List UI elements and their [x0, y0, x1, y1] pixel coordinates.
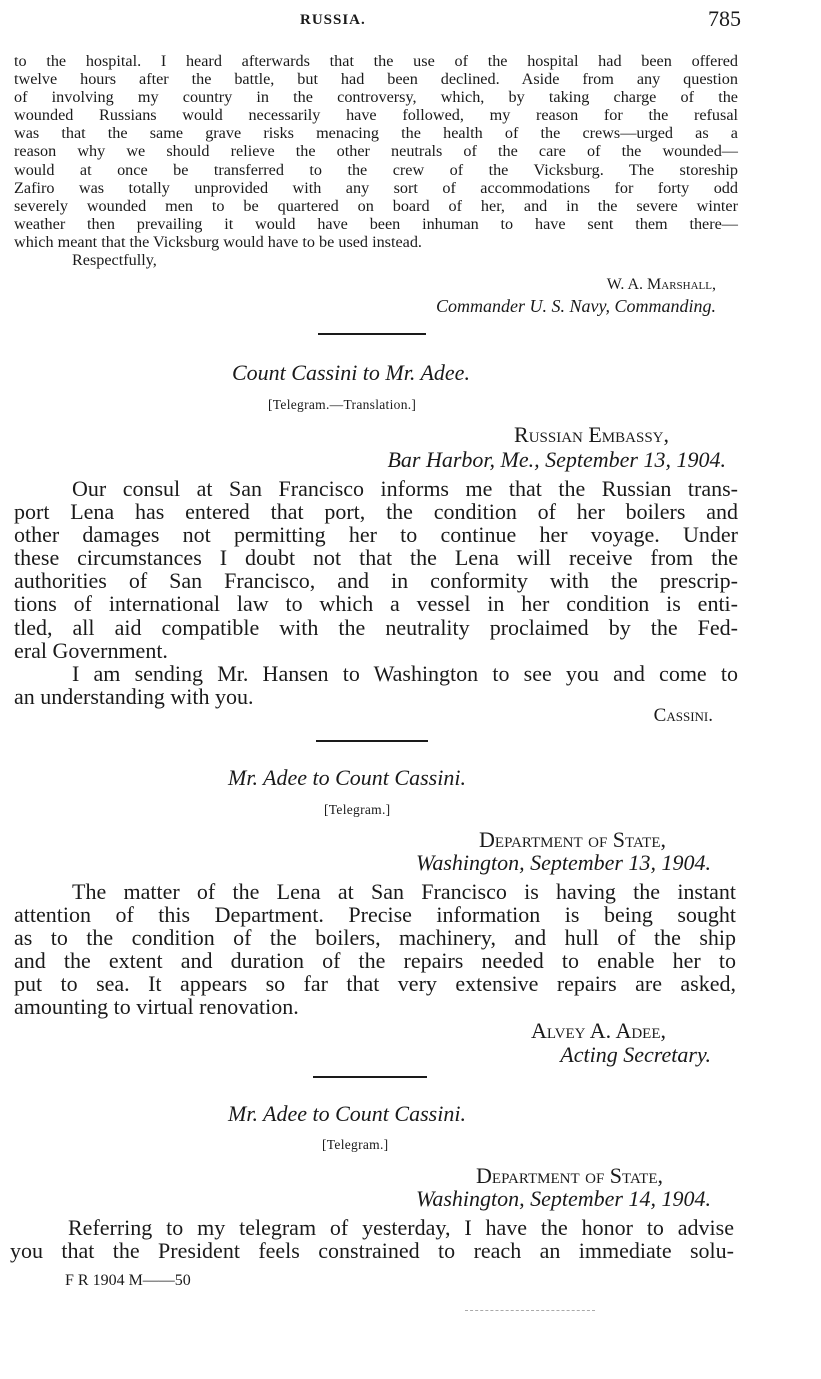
text-line: wounded Russians would necessarily have followed, my reason for the refusal — [14, 106, 738, 125]
text-line: an understanding with you. — [14, 683, 254, 709]
document-heading: Count Cassini to Mr. Adee. — [232, 360, 470, 385]
section-divider — [316, 740, 428, 742]
text-line: severely wounded men to be quartered on board of her, and in the severe winter — [14, 196, 738, 215]
text-line: port Lena has entered that port, the condition of her boilers and — [14, 499, 738, 525]
scan-mark — [465, 1310, 595, 1312]
place-date: Bar Harbor, Me., September 13, 1904. — [387, 447, 726, 472]
document-note: [Telegram.] — [324, 802, 391, 817]
sender-organization: Department of State, — [476, 1163, 663, 1188]
page-number: 785 — [708, 6, 741, 31]
text-line: would at once be transferred to the crew of the Vicksburg. The storeship — [14, 160, 738, 179]
place-date: Washington, September 13, 1904. — [416, 850, 711, 875]
text-line: authorities of San Francisco, and in conformity with the prescrip- — [14, 568, 738, 594]
text-line: The matter of the Lena at San Francisco is having the instant — [72, 879, 736, 904]
text-line: put to sea. It appears so far that very extensive repairs are asked, — [14, 971, 736, 997]
signature: Cassini. — [653, 705, 713, 726]
document-note: [Telegram.] — [322, 1137, 389, 1152]
text-line: reason why we should relieve the other neutrals of the care of the wounded— — [14, 142, 738, 161]
closing: Respectfully, — [72, 251, 157, 270]
document-heading: Mr. Adee to Count Cassini. — [228, 765, 466, 790]
text-line: amounting to virtual renovation. — [14, 994, 299, 1020]
text-line: you that the President feels constrained to reach an immediate solu- — [10, 1238, 734, 1264]
document-note: [Telegram.—Translation.] — [268, 397, 417, 412]
text-line: tions of international law to which a vessel in her condition is enti- — [14, 591, 738, 617]
sender-organization: Department of State, — [479, 827, 666, 852]
text-line: attention of this Department. Precise information is being sought — [14, 902, 736, 928]
place-date: Washington, September 14, 1904. — [416, 1186, 711, 1211]
signer-name: W. A. Marshall, — [606, 276, 716, 293]
section-divider — [318, 333, 426, 335]
text-line: which meant that the Vicksburg would have to be used instead. — [14, 232, 422, 251]
signature-title: Acting Secretary. — [560, 1042, 711, 1067]
signer-title: Commander U. S. Navy, Commanding. — [436, 296, 716, 316]
document-body — [10, 1216, 734, 1262]
text-line: to the hospital. I heard afterwards that the use of the hospital had been offered — [14, 52, 738, 70]
text-line: as to the condition of the boilers, machinery, and hull of the ship — [14, 925, 736, 951]
text-line: weather then prevailing it would have been inhuman to have sent them there— — [14, 214, 738, 233]
running-head-title: RUSSIA. — [300, 12, 366, 28]
text-line: Zafiro was totally unprovided with any sort of accommodations for forty odd — [14, 178, 738, 197]
signature-mark: F R 1904 M——50 — [65, 1272, 191, 1289]
text-line: of involving my country in the controversy, which, by taking charge of the — [14, 88, 738, 107]
document-body — [14, 477, 738, 708]
text-line: tled, all aid compatible with the neutrality proclaimed by the Fed- — [14, 614, 738, 640]
text-line: was that the same grave risks menacing the health of the crews—urged as a — [14, 124, 738, 143]
text-line: twelve hours after the battle, but had been declined. Aside from any question — [14, 70, 738, 89]
text-line: these circumstances I doubt not that the Lena will receive from the — [14, 545, 738, 571]
sender-organization: Russian Embassy, — [514, 422, 669, 447]
document-heading: Mr. Adee to Count Cassini. — [228, 1101, 466, 1126]
text-line: I am sending Mr. Hansen to Washington to see you and come to — [72, 660, 738, 686]
text-line: Referring to my telegram of yesterday, I have the honor to advise — [68, 1215, 734, 1240]
text-line: other damages not permitting her to continue her voyage. Under — [14, 522, 738, 548]
text-line: Our consul at San Francisco informs me that the Russian trans- — [72, 476, 738, 501]
text-line: eral Government. — [14, 637, 168, 663]
running-head — [0, 6, 821, 36]
continuation-text — [14, 52, 738, 269]
document-body — [14, 880, 736, 1019]
text-line: and the extent and duration of the repairs needed to enable her to — [14, 948, 736, 974]
signature: Alvey A. Adee, — [530, 1018, 666, 1043]
section-divider — [313, 1076, 427, 1078]
